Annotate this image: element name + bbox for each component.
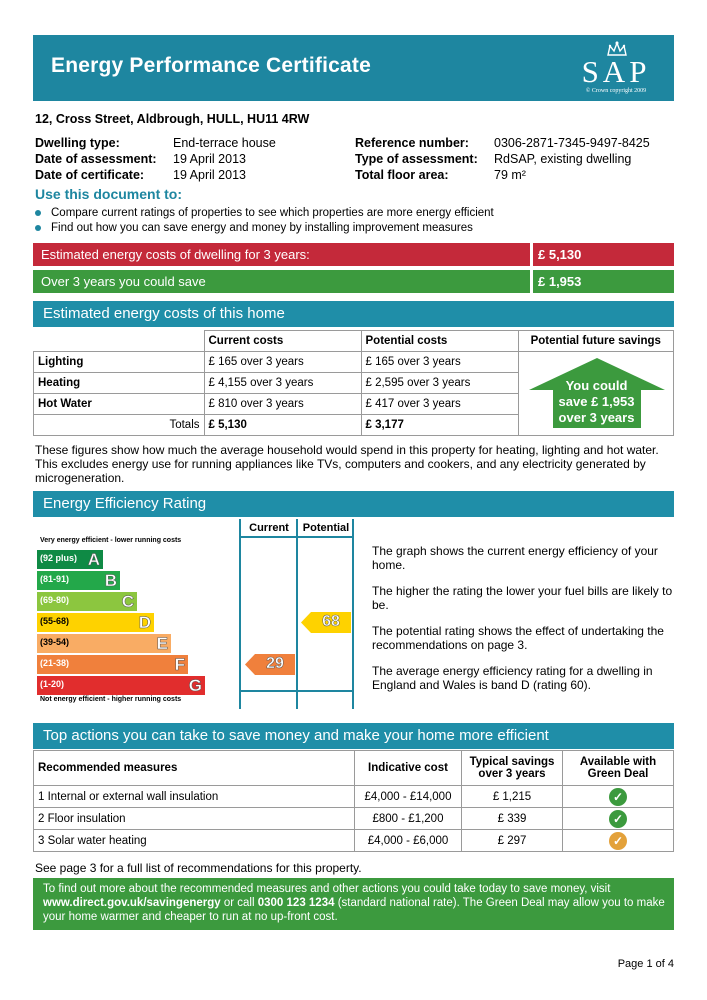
rating-value: 29 bbox=[266, 655, 284, 672]
bullet-text: Find out how you can save energy and money by installing improvement measures bbox=[51, 222, 473, 234]
costs-section-header bbox=[33, 301, 674, 327]
current-cost: £ 165 over 3 years bbox=[204, 352, 361, 373]
detail-label: Reference number: bbox=[355, 136, 469, 150]
section-title: Estimated energy costs of this home bbox=[43, 305, 285, 322]
recommendations-table bbox=[33, 750, 674, 852]
indicative-cost: £800 - £1,200 bbox=[355, 808, 462, 830]
efficiency-paragraph: The potential rating shows the effect of undertaking the recommendations on page 3. bbox=[372, 624, 664, 652]
band-letter: F bbox=[174, 655, 185, 674]
measure-name: 2 Floor insulation bbox=[34, 808, 355, 830]
cost-summary-bar bbox=[33, 243, 674, 266]
band-letter: C bbox=[121, 592, 134, 611]
band-letter: E bbox=[156, 634, 168, 653]
band-range: (1-20) bbox=[40, 679, 65, 689]
cost-summary-value: £ 5,130 bbox=[538, 247, 582, 262]
band-letter: D bbox=[138, 613, 151, 632]
detail-value: 19 April 2013 bbox=[173, 152, 246, 166]
bullet-text: Compare current ratings of properties to see which properties are more energy efficient bbox=[51, 207, 494, 219]
efficiency-section-header bbox=[33, 491, 674, 517]
efficiency-text bbox=[372, 544, 676, 692]
green-deal-cell bbox=[563, 808, 674, 830]
info-text: To find out more about the recommended measures and other actions you could take today to save money, visit bbox=[43, 883, 611, 895]
typical-saving: £ 297 bbox=[462, 830, 563, 852]
detail-label: Type of assessment: bbox=[355, 152, 478, 166]
use-title: Use this document to: bbox=[35, 186, 183, 202]
rating-band-a bbox=[37, 550, 103, 569]
indicative-cost: £4,000 - £14,000 bbox=[355, 786, 462, 808]
rating-band-b bbox=[37, 571, 120, 590]
column-header: Typical savings over 3 years bbox=[462, 751, 563, 786]
potential-rating-arrow bbox=[301, 612, 351, 633]
current-cost: £ 810 over 3 years bbox=[204, 394, 361, 415]
detail-label: Date of assessment: bbox=[35, 152, 157, 166]
efficiency-paragraph: The graph shows the current energy efficiency of your home. bbox=[372, 544, 658, 572]
bullet-icon bbox=[35, 210, 41, 216]
row-label: Heating bbox=[34, 373, 205, 394]
band-range: (69-80) bbox=[40, 595, 70, 605]
table-row bbox=[34, 786, 674, 808]
indicative-cost: £4,000 - £6,000 bbox=[355, 830, 462, 852]
band-range: (92 plus) bbox=[40, 553, 78, 563]
rating-band-g bbox=[37, 676, 205, 695]
detail-value: 19 April 2013 bbox=[173, 168, 246, 182]
band-letter: B bbox=[104, 571, 117, 590]
rating-value: 68 bbox=[322, 613, 340, 630]
page-number: Page 1 of 4 bbox=[617, 958, 674, 970]
see-page-note: See page 3 for a full list of recommendations for this property. bbox=[35, 861, 362, 875]
typical-saving: £ 1,215 bbox=[462, 786, 563, 808]
detail-value: End-terrace house bbox=[173, 136, 276, 150]
table-row bbox=[34, 830, 674, 852]
info-text: or call bbox=[220, 897, 258, 909]
details-right bbox=[355, 136, 675, 184]
bottom-note: Not energy efficient - higher running costs bbox=[40, 696, 182, 703]
savings-line: over 3 years bbox=[558, 410, 635, 425]
green-deal-cell bbox=[563, 830, 674, 852]
green-deal-info bbox=[33, 878, 674, 930]
sap-logo-text: SAP bbox=[581, 54, 651, 89]
band-range: (81-91) bbox=[40, 574, 70, 584]
band-letter: G bbox=[188, 676, 202, 695]
column-header: Potential costs bbox=[361, 331, 518, 352]
current-rating-arrow bbox=[245, 654, 295, 675]
efficiency-paragraph: The average energy efficiency rating for a dwelling in England and Wales is band D (rating 60). bbox=[372, 664, 653, 692]
rating-band-d bbox=[37, 613, 154, 632]
cost-summary-label: Estimated energy costs of dwelling for 3 years: bbox=[41, 247, 310, 262]
current-column-header: Current bbox=[249, 522, 289, 534]
column-header: Potential future savings bbox=[518, 331, 674, 352]
row-label: Hot Water bbox=[34, 394, 205, 415]
table-header-row bbox=[34, 751, 674, 786]
property-address: 12, Cross Street, Aldbrough, HULL, HU11 4RW bbox=[35, 112, 310, 126]
measure-name: 3 Solar water heating bbox=[34, 830, 355, 852]
detail-value: 79 m² bbox=[494, 168, 526, 182]
bullet-icon bbox=[35, 225, 41, 231]
efficiency-chart bbox=[33, 519, 355, 709]
measure-name: 1 Internal or external wall insulation bbox=[34, 786, 355, 808]
potential-cost: £ 417 over 3 years bbox=[361, 394, 518, 415]
costs-note: These figures show how much the average household would spend in this property for heating, lighting and hot water. This excludes energy use for running appliances like TVs, computers and cookers, and any electricity generated by microgeneration. bbox=[35, 443, 659, 485]
detail-label: Total floor area: bbox=[355, 168, 449, 182]
phone-number: 0300 123 1234 bbox=[257, 897, 335, 909]
check-icon: ✓ bbox=[609, 788, 627, 806]
use-bullet bbox=[35, 207, 675, 221]
check-icon: ✓ bbox=[609, 832, 627, 850]
save-summary-value: £ 1,953 bbox=[538, 274, 582, 289]
website-link[interactable]: www.direct.gov.uk/savingenergy bbox=[43, 897, 221, 909]
column-header: Available with Green Deal bbox=[563, 751, 674, 786]
costs-table bbox=[33, 330, 674, 436]
typical-saving: £ 339 bbox=[462, 808, 563, 830]
band-range: (39-54) bbox=[40, 637, 70, 647]
table-header-row bbox=[34, 331, 674, 352]
rating-band-c bbox=[37, 592, 137, 611]
band-letter: A bbox=[87, 550, 100, 569]
total-current: £ 5,130 bbox=[204, 415, 361, 436]
details-left bbox=[35, 136, 335, 184]
check-icon: ✓ bbox=[609, 810, 627, 828]
column-header: Current costs bbox=[204, 331, 361, 352]
savings-line: You could bbox=[565, 378, 628, 393]
green-deal-cell bbox=[563, 786, 674, 808]
potential-cost: £ 2,595 over 3 years bbox=[361, 373, 518, 394]
crown-copyright: © Crown copyright 2009 bbox=[585, 88, 647, 94]
column-header: Recommended measures bbox=[34, 751, 355, 786]
table-row bbox=[34, 808, 674, 830]
detail-label: Date of certificate: bbox=[35, 168, 145, 182]
info-text: (standard national rate). The Green Deal may allow you to make your home warmer and cheaper to run at no up-front cost. bbox=[43, 897, 665, 923]
actions-section-header bbox=[33, 723, 674, 749]
column-header: Indicative cost bbox=[355, 751, 462, 786]
savings-cell bbox=[518, 352, 674, 436]
rating-band-f bbox=[37, 655, 188, 674]
savings-text bbox=[527, 378, 667, 426]
band-range: (55-68) bbox=[40, 616, 70, 626]
potential-cost: £ 165 over 3 years bbox=[361, 352, 518, 373]
use-bullet bbox=[35, 222, 675, 236]
band-range: (21-38) bbox=[40, 658, 70, 668]
potential-column-header: Potential bbox=[302, 522, 350, 534]
sap-logo bbox=[572, 39, 660, 97]
save-summary-bar bbox=[33, 270, 674, 293]
save-summary-label: Over 3 years you could save bbox=[41, 274, 206, 289]
detail-label: Dwelling type: bbox=[35, 136, 120, 150]
section-title: Energy Efficiency Rating bbox=[43, 495, 207, 512]
rating-band-e bbox=[37, 634, 171, 653]
top-note: Very energy efficient - lower running costs bbox=[40, 537, 182, 544]
current-cost: £ 4,155 over 3 years bbox=[204, 373, 361, 394]
total-potential: £ 3,177 bbox=[361, 415, 518, 436]
detail-value: RdSAP, existing dwelling bbox=[494, 152, 632, 166]
header-banner bbox=[33, 35, 674, 101]
page-title: Energy Performance Certificate bbox=[51, 54, 371, 77]
section-title: Top actions you can take to save money and make your home more efficient bbox=[43, 727, 549, 744]
row-label: Lighting bbox=[34, 352, 205, 373]
detail-value: 0306-2871-7345-9497-8425 bbox=[494, 136, 650, 150]
savings-line: save £ 1,953 bbox=[558, 394, 635, 409]
efficiency-paragraph: The higher the rating the lower your fuel bills are likely to be. bbox=[372, 584, 673, 612]
totals-label: Totals bbox=[34, 415, 205, 436]
table-row bbox=[34, 352, 674, 373]
